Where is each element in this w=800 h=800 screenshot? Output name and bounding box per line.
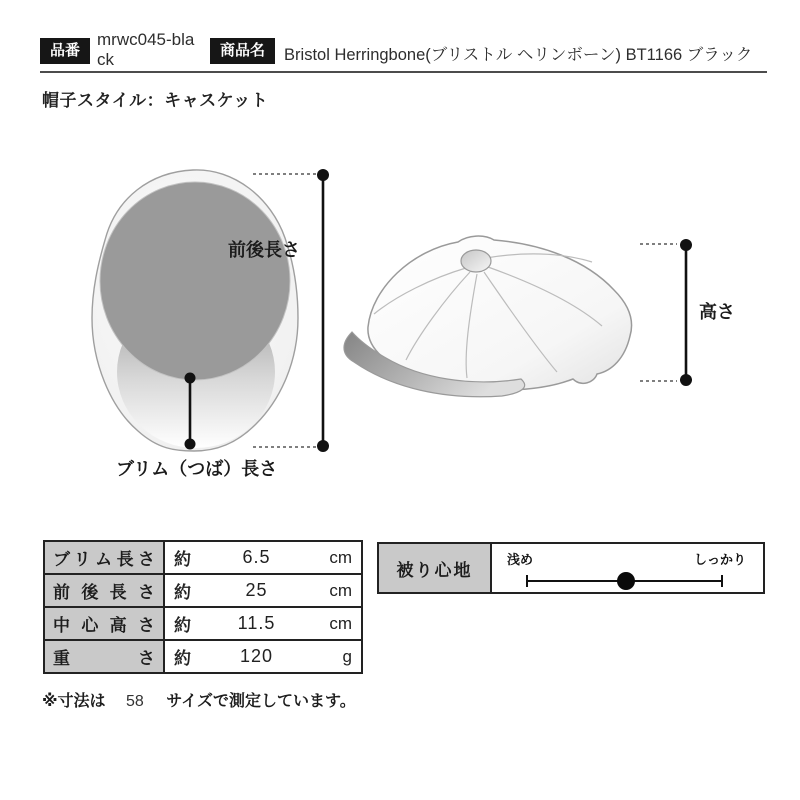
fit-feel-label: 被り心地 [379, 544, 492, 592]
height-label: 高さ [699, 302, 735, 322]
footnote-suffix: サイズで測定しています。 [166, 693, 356, 710]
spec-approx: 約 [174, 583, 191, 602]
table-row [44, 607, 362, 640]
hat-style-line: 帽子スタイル：キャスケット [42, 91, 269, 110]
table-row [44, 640, 362, 673]
front-back-dot-bottom [317, 440, 329, 452]
fit-feel-scale [492, 544, 763, 592]
spec-unit: cm [329, 547, 352, 567]
hat-side-body [368, 236, 632, 390]
hat-top-view [92, 169, 329, 479]
brim-dot-bottom [185, 439, 196, 450]
spec-value: 120 [239, 646, 274, 666]
fit-right-end-label: しっかり [693, 552, 746, 567]
hat-side-view [344, 236, 735, 397]
fit-scale-track [526, 580, 723, 582]
spec-approx: 約 [174, 616, 191, 635]
footnote-size-value: 58 [126, 693, 144, 710]
height-dot-top [680, 239, 692, 251]
table-row [44, 574, 362, 607]
footnote-prefix: ※寸法は [42, 693, 106, 710]
brim-dot-top [185, 373, 196, 384]
product-name-value: Bristol Herringbone(ブリストル ヘリンボーン) BT1166 ブラック [284, 46, 753, 64]
spec-unit: cm [329, 580, 352, 600]
spec-label: 中心高さ [44, 607, 164, 640]
brim-label: ブリム（つば）長さ [116, 459, 278, 479]
table-row [44, 541, 362, 574]
hat-top-crown [100, 182, 290, 380]
hat-side-button [461, 250, 491, 272]
product-name-tag: 商品名 [210, 38, 275, 64]
fit-left-end-label: 浅め [507, 552, 534, 567]
spec-value: 11.5 [237, 613, 276, 633]
item-code-tag: 品番 [40, 38, 90, 64]
spec-approx: 約 [174, 649, 191, 668]
item-code-value: mrwc045-black [97, 30, 195, 69]
front-back-dot-top [317, 169, 329, 181]
fit-scale-marker [617, 572, 635, 590]
spec-label: ブリム長さ [44, 541, 164, 574]
spec-unit: g [342, 646, 352, 666]
front-back-label: 前後長さ [228, 240, 300, 260]
spec-approx: 約 [174, 550, 191, 569]
spec-value: 25 [245, 580, 268, 600]
size-footnote [42, 688, 356, 711]
fit-feel-panel [377, 542, 765, 594]
height-dot-bottom [680, 374, 692, 386]
spec-label: 重さ [44, 640, 164, 673]
spec-label: 前後長さ [44, 574, 164, 607]
spec-unit: cm [329, 613, 352, 633]
spec-table [43, 540, 363, 674]
spec-value: 6.5 [242, 547, 271, 567]
